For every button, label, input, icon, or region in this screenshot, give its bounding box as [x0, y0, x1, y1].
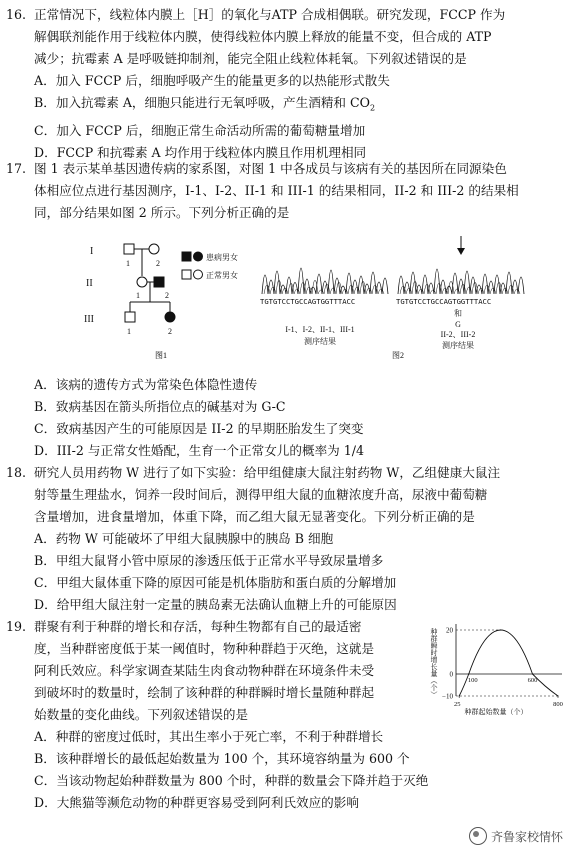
- watermark-text: 齐鲁家校情怀: [490, 829, 563, 844]
- question-number: 19.: [6, 619, 27, 634]
- legend-normal-label: 正常男女: [206, 271, 238, 280]
- pedigree-figure: [70, 230, 260, 365]
- question-stem-line: 含量增加，进食量增加，体重下降，而乙组大鼠无显著变化。下列分析正确的是: [34, 509, 475, 524]
- question-stem-line: 阿利氏效应。科学家调查某陆生肉食动物种群在环境条件未受: [34, 663, 375, 678]
- member-ii1: [137, 277, 147, 287]
- y-tick-label: 20: [446, 626, 453, 635]
- option-c[interactable]: C．当该动物起始种群数量为 800 个时，种群的数量会下降并趋于灭绝: [34, 773, 429, 788]
- member-number: 1: [126, 259, 130, 268]
- option-d[interactable]: D．FCCP 和抗霉素 A 均作用于线粒体内膜且作用机理相同: [34, 144, 367, 160]
- member-iii1: [125, 312, 135, 322]
- data-point: [468, 673, 469, 674]
- right-members-label: II-2、III-2: [440, 330, 476, 339]
- option-a[interactable]: A．种群的密度过低时，其出生率小于死亡率，不利于种群增长: [34, 729, 384, 744]
- growth-chart: [426, 618, 566, 718]
- left-result-label: 测序结果: [304, 337, 336, 346]
- legend-affected-label: 患病男女: [206, 253, 238, 262]
- question-16: [6, 4, 558, 164]
- question-stem-line: 体相应位点进行基因测序，I-1、I-2、II-1 和 III-1 的结果相同，II-2 和 III-2 的结果相: [34, 183, 519, 198]
- option-c[interactable]: C．甲组大鼠体重下降的原因可能是机体脂肪和蛋白质的分解增加: [34, 575, 397, 590]
- option-d[interactable]: D．III-2 与正常女性婚配，生育一个正常女儿的概率为 1/4: [34, 443, 365, 458]
- question-stem-line: 始数量的变化曲线。下列叙述错误的是: [34, 707, 249, 722]
- question-stem-line: 研究人员用药物 W 进行了如下实验：给甲组健康大鼠注射药物 W，乙组健康大鼠注: [34, 465, 501, 480]
- member-number: 2: [156, 259, 160, 268]
- question-stem-line: 到破坏时的数量时，绘制了该种群的种群瞬时增长量随种群起: [34, 685, 375, 700]
- x-axis-label: 种群起始数量（个）: [464, 708, 528, 716]
- alternate-base-label: G: [455, 320, 461, 329]
- question-stem-line: 图 1 表示某单基因遗传病的家系图，对图 1 中各成员与该病有关的基因所在同源染色: [34, 161, 507, 176]
- figure-1-caption: 图1: [155, 351, 167, 360]
- option-c[interactable]: C．加入 FCCP 后，细胞正常生命活动所需的葡萄糖量增加: [34, 122, 366, 138]
- data-point: [557, 695, 558, 696]
- option-b[interactable]: B．甲组大鼠肾小管中原尿的渗透压低于正常水平导致尿量增多: [34, 553, 384, 568]
- data-point: [459, 695, 460, 696]
- and-label: 和: [454, 309, 462, 318]
- subscript: 2: [369, 103, 376, 113]
- x-tick-label: 600: [527, 677, 538, 684]
- member-i1: [124, 244, 134, 254]
- generation-label-i: I: [90, 246, 94, 257]
- question-stem-line: 射等量生理盐水，饲养一段时间后，测得甲组大鼠的血糖浓度升高，尿液中葡萄糖: [34, 487, 488, 502]
- question-17: [6, 158, 558, 224]
- option-c[interactable]: C．致病基因产生的可能原因是 II-2 的早期胚胎发生了突变: [34, 421, 364, 436]
- sequencing-figure: [258, 236, 530, 364]
- sequence-left: TGTGTCCTGCCAGTGGTTTACC: [260, 297, 356, 306]
- mutation-site-arrow-icon: [457, 236, 465, 255]
- question-number: 16.: [6, 7, 27, 22]
- data-point: [532, 673, 533, 674]
- question-19: [6, 616, 426, 726]
- option-d[interactable]: D．大熊猫等濒危动物的种群更容易受到阿利氏效应的影响: [34, 795, 359, 810]
- y-tick-label: −10: [442, 692, 453, 701]
- question-19-options: [6, 726, 558, 814]
- data-point: [500, 629, 501, 630]
- x-tick-label: 800: [553, 701, 563, 708]
- chromatogram-left: [262, 268, 388, 294]
- option-a[interactable]: A．加入 FCCP 后，细胞呼吸产生的能量更多的以热能形式散失: [34, 73, 390, 88]
- wechat-icon: [469, 827, 487, 845]
- generation-label-ii: II: [86, 278, 93, 289]
- option-b[interactable]: B．该种群增长的最低起始数量为 100 个，其环境容纳量为 600 个: [34, 751, 410, 766]
- member-number: 1: [136, 291, 140, 300]
- sequence-right: TGTGTCCTGCCAGTGGTTTACC: [396, 297, 492, 306]
- option-d[interactable]: D．给甲组大鼠注射一定量的胰岛素无法确认血糖上升的可能原因: [34, 597, 397, 612]
- watermark: [469, 827, 563, 845]
- right-result-label: 测序结果: [442, 341, 474, 350]
- generation-label-iii: III: [84, 314, 94, 325]
- member-ii2: [154, 277, 164, 287]
- y-axis-label: 种群瞬时增长量（个）: [430, 628, 438, 698]
- member-i2: [149, 244, 159, 254]
- legend-normal-male-icon: [182, 270, 191, 279]
- option-b[interactable]: B．致病基因在箭头所指位点的碱基对为 G-C: [34, 399, 286, 414]
- member-number: 2: [165, 291, 169, 300]
- question-stem-line: 减少；抗霉素 A 是呼吸链抑制剂，能完全阻止线粒体耗氧。下列叙述错误的是: [34, 51, 467, 66]
- question-number: 18.: [6, 465, 27, 480]
- question-18: [6, 462, 558, 616]
- chromatogram-right: [398, 269, 524, 294]
- legend-normal-female-icon: [194, 270, 203, 279]
- y-tick-label: 0: [449, 670, 453, 679]
- question-stem-line: 同，部分结果如图 2 所示。下列分析正确的是: [34, 205, 290, 220]
- option-a[interactable]: A．药物 W 可能破坏了甲组大鼠胰腺中的胰岛 B 细胞: [34, 531, 334, 546]
- member-number: 2: [168, 327, 172, 336]
- question-number: 17.: [6, 161, 27, 176]
- option-b-text: B．加入抗霉素 A，细胞只能进行无氧呼吸，产生酒精和 CO: [34, 95, 370, 110]
- option-b[interactable]: [6, 92, 558, 120]
- legend-affected-male-icon: [182, 252, 191, 261]
- question-stem-line: 度，当种群密度低于某一阈值时，物种种群趋于灭绝，这就是: [34, 641, 375, 656]
- question-stem-line: 解偶联剂能作用于线粒体内膜，使得线粒体内膜上释放的能量不变，但合成的 ATP: [34, 29, 492, 44]
- left-members-label: I-1、I-2、II-1、III-1: [285, 325, 355, 334]
- option-a[interactable]: A．该病的遗传方式为常染色体隐性遗传: [34, 377, 258, 392]
- legend-affected-female-icon: [194, 252, 203, 261]
- growth-curve: [459, 630, 558, 696]
- figure-2-caption: 图2: [392, 351, 404, 360]
- member-iii2: [165, 312, 175, 322]
- x-tick-label: 100: [467, 677, 478, 684]
- question-stem-line: 群聚有利于种群的增长和存活，每种生物都有自己的最适密: [34, 619, 362, 634]
- member-number: 1: [127, 327, 131, 336]
- question-stem-line: 正常情况下，线粒体内膜上［H］的氧化与ATP 合成相偶联。研究发现，FCCP 作为: [34, 7, 506, 22]
- question-17-options: [6, 374, 558, 462]
- x-tick-label: 25: [453, 701, 461, 708]
